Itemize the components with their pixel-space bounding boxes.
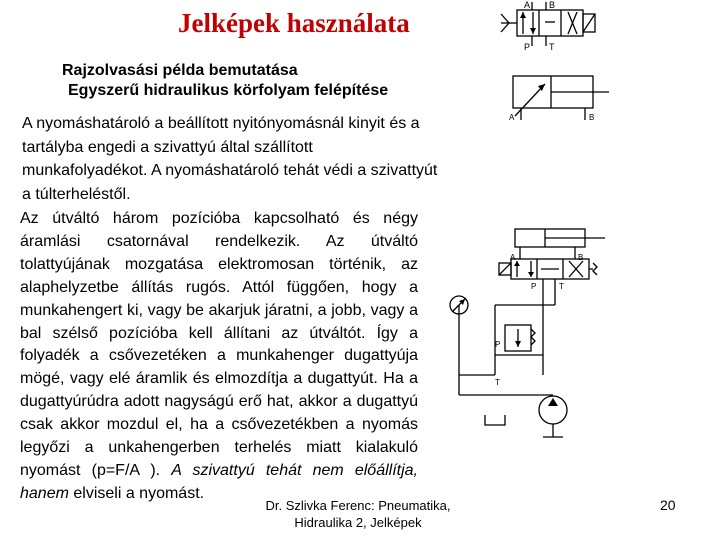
circuit-relief-t: T (495, 378, 500, 387)
footer-citation (250, 497, 466, 531)
paragraph-italic-text: A szivattyú tehát nem előállítja, hanem (20, 461, 418, 502)
valve-port-a: A (524, 0, 531, 10)
footer-line-1: Dr. Szlivka Ferenc: Pneumatika, (265, 498, 451, 513)
page-number: 20 (660, 497, 676, 513)
circuit-pipes (459, 279, 555, 395)
valve-port-t: T (549, 42, 555, 52)
footer-line-2: Hidraulika 2, Jelképek (294, 515, 422, 530)
subtitle-drawing-example: Rajzolvasási példa bemutatása (62, 62, 298, 79)
valve-port-b: B (549, 0, 556, 10)
circuit-port-b: B (578, 253, 584, 262)
page-title: Jelképek használata (178, 8, 410, 38)
circuit-valve-t: T (559, 282, 564, 291)
circuit-relief-valve (505, 325, 535, 351)
valve-port-p: P (524, 42, 531, 52)
subtitle-hydraulic-circuit: Egyszerű hidraulikus körfolyam felépítése (68, 82, 389, 99)
circuit-tank (485, 415, 505, 425)
cylinder-symbol (505, 70, 615, 125)
cylinder-port-b: B (589, 113, 595, 122)
circuit-valve (499, 259, 597, 279)
directional-valve-symbol (495, 0, 605, 60)
paragraph-directional-valve (20, 208, 418, 506)
circuit-port-a: A (510, 253, 516, 262)
paragraph-pressure-relief: A nyomáshatároló a beállított nyitónyomásnál kinyit és a tartályba engedi a szivattyú által szállított munkafolyadékot. A nyomáshatároló tehát védi a szivattyút a túlterheléstől. (22, 115, 438, 203)
circuit-valve-p: P (531, 282, 537, 291)
hydraulic-circuit-diagram (435, 225, 625, 440)
paragraph-end-text: elviseli a nyomást. (68, 484, 205, 502)
circuit-cylinder (515, 229, 605, 259)
circuit-relief-p: P (495, 340, 501, 349)
paragraph-text: Az útváltó három pozícióba kapcsolható és négy áramlási csatornával rendelkezik. Az útváltó tolattyújának mozgatása elektromosan történik, az alaphelyzetbe állítás rugós. Attól függően, hogy a munkahengert ki, vagy be akarjuk járatni, a jobb, vagy a bal szélső pozícióba kell állítani az útváltót. Így a folyadék a csővezetéken a munkahenger dugattyúja mögé, vagy elé áramlik és elmozdítja a dugattyút. Ha a dugattyúrúdra adott nagyságú erő hat, akkor a dugattyú csak akkor mozdul el, ha a csővezetékben a nyomás legyőzi a unkahengerben terhelés miatt kialakuló nyomást (p=F/A ). (20, 210, 418, 479)
cylinder-port-a: A (509, 113, 515, 122)
